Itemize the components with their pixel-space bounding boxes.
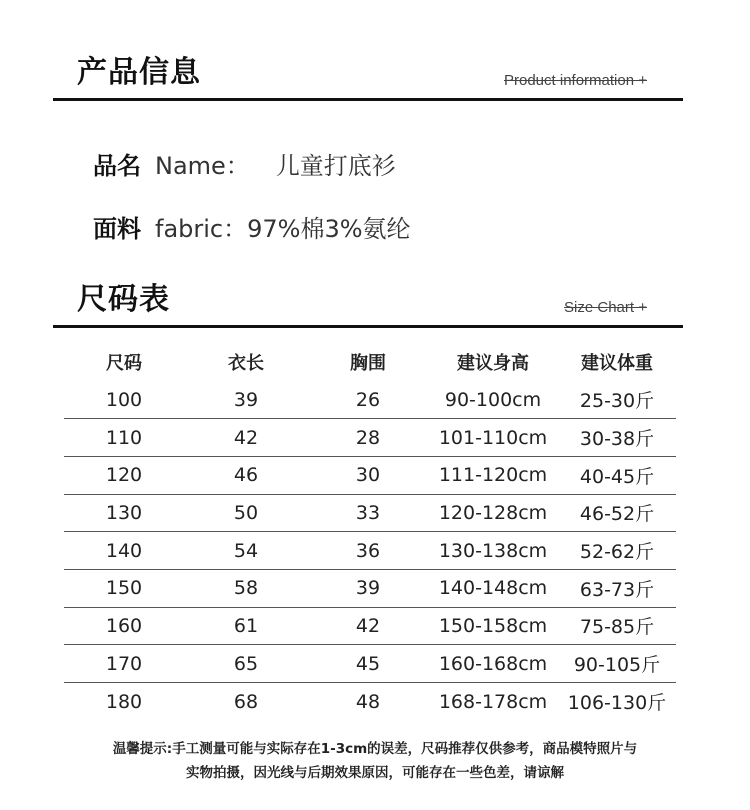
size-chart-subtitle: Size Chart + [564, 299, 647, 316]
table-cell: 160-168cm [438, 652, 548, 675]
size-chart-divider [53, 325, 683, 328]
table-header-row [64, 343, 676, 381]
table-cell: 120 [105, 464, 143, 487]
table-row [64, 494, 676, 532]
table-cell: 90-100cm [444, 388, 542, 411]
table-cell: 26 [355, 388, 381, 411]
table-cell: 168-178cm [438, 690, 548, 713]
table-cell: 25-30斤 [579, 390, 655, 413]
table-row [64, 419, 676, 457]
table-cell: 68 [233, 690, 259, 713]
column-header: 衣长 [228, 353, 264, 374]
disclaimer-line-2: 实物拍摄，因光线与后期效果原因，可能存在一些色差，请谅解 [186, 765, 564, 781]
table-cell: 140 [105, 539, 143, 562]
product-name-label-en: Name： [155, 152, 250, 180]
table-cell: 39 [355, 577, 381, 600]
disclaimer-note [50, 737, 700, 785]
table-cell: 160 [105, 614, 143, 637]
product-info-header [53, 44, 683, 101]
table-row [64, 683, 676, 721]
table-cell: 42 [233, 426, 259, 449]
table-cell: 63-73斤 [579, 578, 655, 601]
table-cell: 106-130斤 [567, 692, 667, 715]
table-cell: 111-120cm [438, 464, 548, 487]
table-cell: 40-45斤 [579, 465, 655, 488]
table-cell: 90-105斤 [573, 654, 661, 677]
fabric-label-en: fabric： [155, 215, 248, 243]
table-row [64, 569, 676, 607]
column-header: 胸围 [350, 353, 386, 374]
table-cell: 61 [233, 614, 259, 637]
table-cell: 54 [233, 539, 259, 562]
product-info-subtitle: Product information + [504, 72, 647, 89]
product-info-title: 产品信息 [77, 55, 201, 90]
size-table [64, 343, 676, 720]
table-cell: 42 [355, 614, 381, 637]
table-cell: 150 [105, 577, 143, 600]
table-cell: 46 [233, 464, 259, 487]
table-row [64, 381, 676, 419]
table-cell: 75-85斤 [579, 616, 655, 639]
table-cell: 30-38斤 [579, 428, 655, 451]
table-cell: 52-62斤 [579, 541, 655, 564]
disclaimer-line-1: 温馨提示:手工测量可能与实际存在1-3cm的误差，尺码推荐仅供参考，商品模特照片与 [112, 741, 638, 757]
table-cell: 28 [355, 426, 381, 449]
column-header: 建议体重 [581, 353, 653, 374]
table-cell: 170 [105, 652, 143, 675]
table-cell: 130-138cm [438, 539, 548, 562]
table-cell: 120-128cm [438, 501, 548, 524]
column-header: 建议身高 [457, 353, 529, 374]
table-cell: 45 [355, 652, 381, 675]
table-cell: 180 [105, 690, 143, 713]
product-info-divider [53, 98, 683, 101]
fabric-value: 97%棉3%氨纶 [247, 215, 411, 243]
fabric-label-cn: 面料 [93, 215, 141, 243]
table-cell: 46-52斤 [579, 503, 655, 526]
table-cell: 36 [355, 539, 381, 562]
column-header: 尺码 [106, 353, 142, 374]
table-cell: 110 [105, 426, 143, 449]
table-cell: 30 [355, 464, 381, 487]
table-cell: 101-110cm [438, 426, 548, 449]
table-cell: 140-148cm [438, 577, 548, 600]
size-chart-header [53, 270, 683, 328]
table-cell: 65 [233, 652, 259, 675]
table-cell: 39 [233, 388, 259, 411]
table-cell: 130 [105, 501, 143, 524]
product-name-row [93, 146, 396, 181]
table-row [64, 532, 676, 570]
size-chart-title: 尺码表 [77, 282, 170, 317]
table-cell: 100 [105, 388, 143, 411]
table-cell: 50 [233, 501, 259, 524]
table-cell: 33 [355, 501, 381, 524]
table-row [64, 456, 676, 494]
fabric-row [93, 209, 411, 244]
product-name-value: 儿童打底衫 [275, 152, 396, 180]
table-cell: 58 [233, 577, 259, 600]
table-cell: 150-158cm [438, 614, 548, 637]
table-row [64, 607, 676, 645]
product-name-label-cn: 品名 [93, 152, 141, 180]
table-cell: 48 [355, 690, 381, 713]
table-row [64, 645, 676, 683]
